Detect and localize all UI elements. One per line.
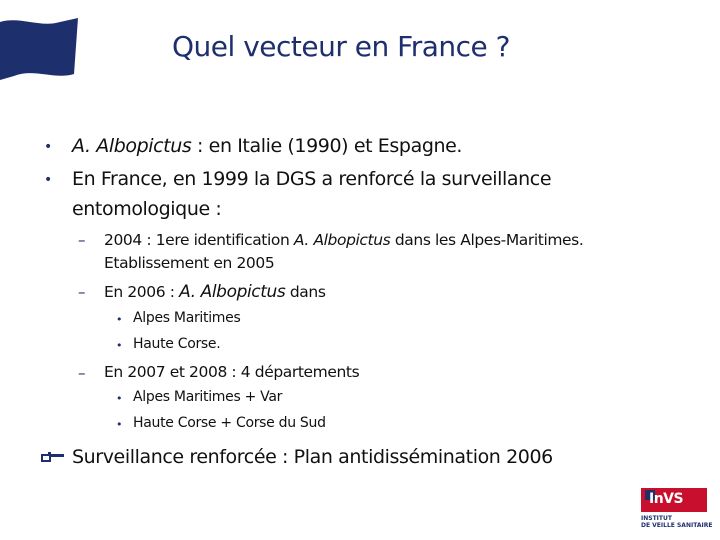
- species-name: A. Albopictus: [293, 231, 391, 249]
- final-statement: Surveillance renforcée : Plan antidissémination 2006: [72, 446, 553, 468]
- flag-icon: [0, 14, 80, 80]
- bullet-1: A. Albopictus : en Italie (1990) et Espagne.: [72, 135, 463, 157]
- slide-title: Quel vecteur en France ?: [172, 30, 510, 63]
- dash-marker: –: [78, 231, 86, 249]
- species-name: A. Albopictus: [72, 135, 192, 157]
- bullet-marker: •: [116, 339, 123, 352]
- bullet-2-line-1: En France, en 1999 la DGS a renforcé la surveillance: [72, 168, 552, 190]
- list-item: Haute Corse.: [133, 336, 221, 352]
- dash-marker: –: [78, 283, 86, 301]
- bullet-marker: •: [44, 172, 53, 188]
- list-item: Alpes Maritimes + Var: [133, 389, 283, 405]
- logo-acronym: InVS: [649, 491, 684, 507]
- sub-item-2007-2008: En 2007 et 2008 : 4 départements: [104, 363, 360, 381]
- sub-item-2004: 2004 : 1ere identification A. Albopictus dans les Alpes-Maritimes.: [104, 231, 584, 249]
- sub-item-2004-line-2: Etablissement en 2005: [104, 254, 275, 272]
- list-item: Alpes Maritimes: [133, 310, 241, 326]
- logo-box: [641, 488, 707, 512]
- pointing-hand-icon: [40, 450, 66, 466]
- list-item: Haute Corse + Corse du Sud: [133, 415, 326, 431]
- bullet-marker: •: [116, 313, 123, 326]
- invs-logo: [641, 488, 713, 534]
- bullet-2-line-2: entomologique :: [72, 198, 222, 220]
- bullet-marker: •: [44, 139, 53, 155]
- logo-text: INSTITUT DE VEILLE SANITAIRE: [641, 515, 713, 529]
- sub-item-2006: En 2006 : A. Albopictus dans: [104, 282, 326, 302]
- species-name: A. Albopictus: [179, 282, 286, 302]
- bullet-marker: •: [116, 392, 123, 405]
- bullet-marker: •: [116, 418, 123, 431]
- dash-marker: –: [78, 364, 86, 382]
